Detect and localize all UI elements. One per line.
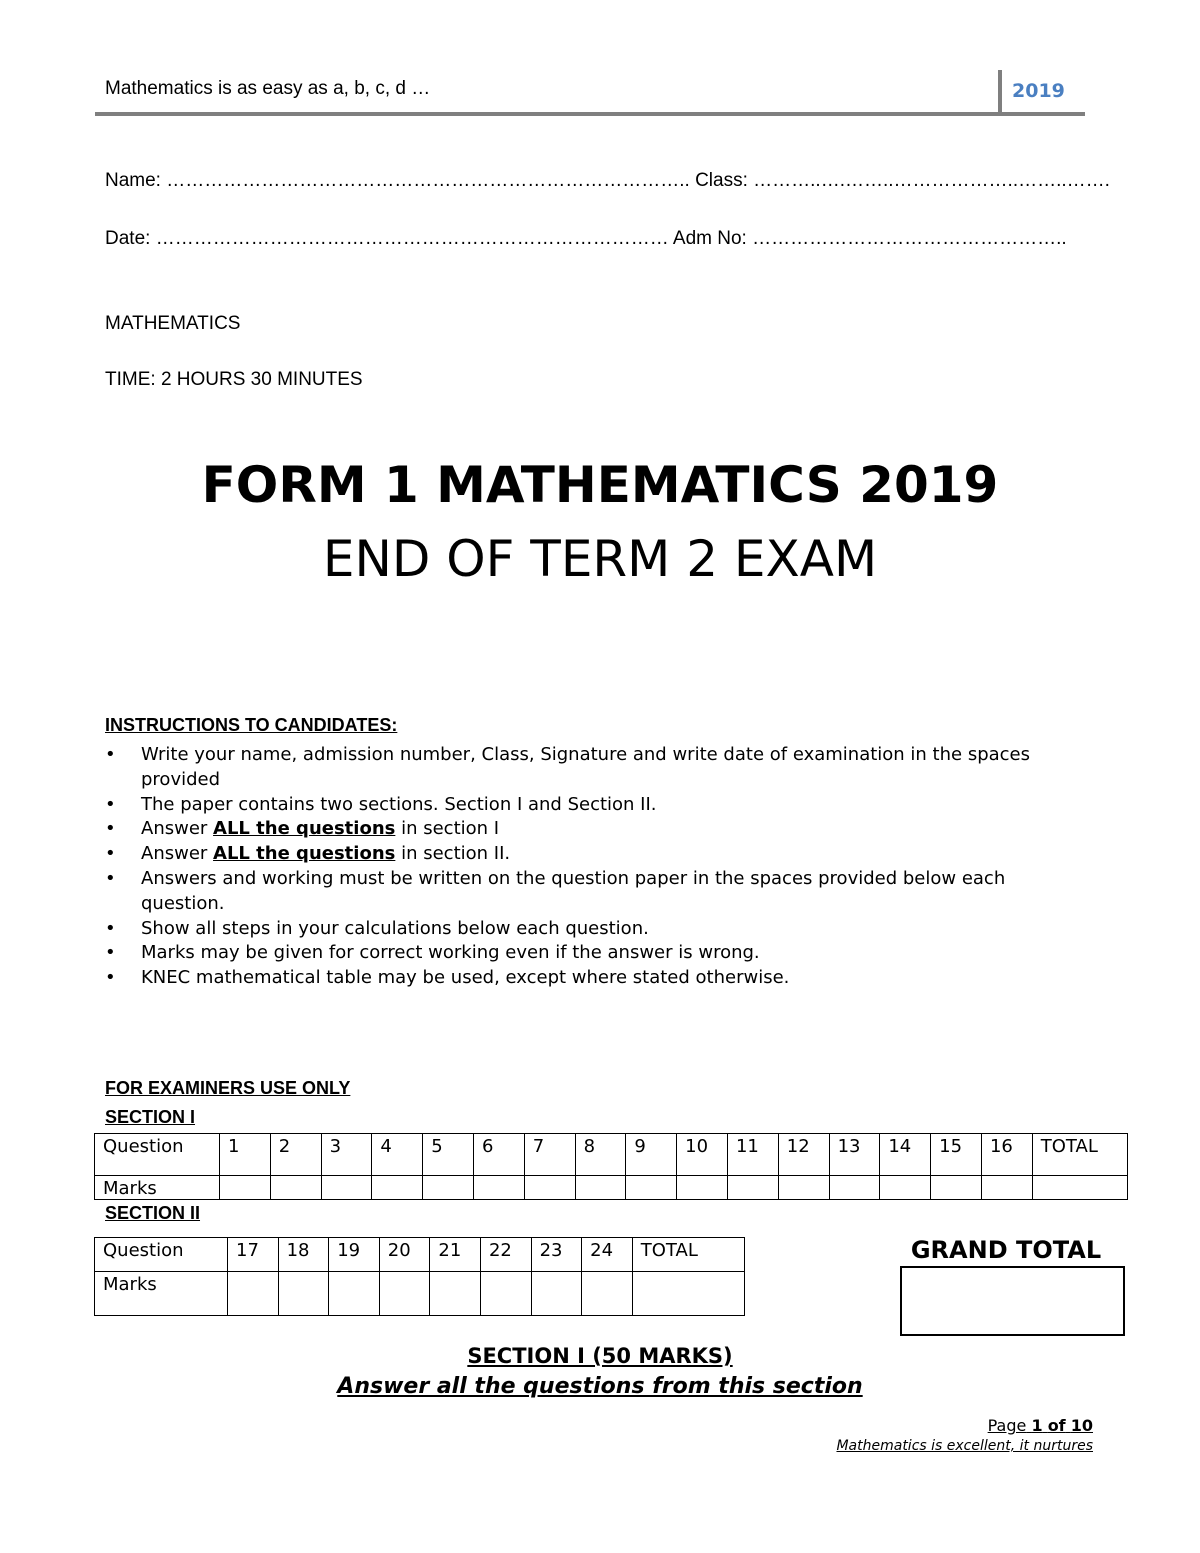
date-adm-field: Date: ……………………………………………………………………… Adm No: ………………………………………….. xyxy=(105,228,1067,249)
marks-cell[interactable] xyxy=(473,1176,524,1200)
row-header: Marks xyxy=(95,1272,228,1316)
row-header: Question xyxy=(95,1238,228,1272)
marks-cell[interactable] xyxy=(981,1176,1032,1200)
bullet-icon: • xyxy=(105,867,116,889)
exam-title: FORM 1 MATHEMATICS 2019 xyxy=(201,456,999,514)
question-number: 2 xyxy=(270,1134,321,1176)
marks-cell[interactable] xyxy=(270,1176,321,1200)
table-row xyxy=(95,1176,1128,1200)
name-class-field: Name: ……………………………………………………………………….. Class: ………..….……..………………..……..……. xyxy=(105,170,1110,191)
footer-note: Mathematics is excellent, it nurtures xyxy=(836,1438,1093,1454)
subject-label: MATHEMATICS xyxy=(105,313,241,334)
marks-cell[interactable] xyxy=(575,1176,626,1200)
bullet-icon: • xyxy=(105,843,116,865)
instructions-heading: INSTRUCTIONS TO CANDIDATES: xyxy=(105,715,398,735)
question-number: 17 xyxy=(228,1238,279,1272)
instruction-item: • KNEC mathematical table may be used, except where stated otherwise. xyxy=(105,966,1085,991)
marks-cell[interactable] xyxy=(278,1272,329,1316)
instruction-item: • Answer ALL the questions in section I xyxy=(105,817,1085,842)
row-header: Question xyxy=(95,1134,220,1176)
section-subtitle: Answer all the questions from this section xyxy=(337,1374,863,1399)
total-cell[interactable] xyxy=(632,1272,744,1316)
exam-subtitle: END OF TERM 2 EXAM xyxy=(322,530,878,588)
total-header: TOTAL xyxy=(632,1238,744,1272)
header-rule xyxy=(95,112,1085,116)
marks-cell[interactable] xyxy=(531,1272,582,1316)
grand-total-box[interactable] xyxy=(900,1266,1125,1336)
marks-cell[interactable] xyxy=(372,1176,423,1200)
examiners-heading: FOR EXAMINERS USE ONLY xyxy=(105,1078,351,1098)
table-row xyxy=(95,1134,1128,1176)
question-number: 8 xyxy=(575,1134,626,1176)
question-number: 7 xyxy=(524,1134,575,1176)
bullet-icon: • xyxy=(105,942,116,964)
header-tagline: Mathematics is as easy as a, b, c, d … xyxy=(105,78,431,99)
question-number: 21 xyxy=(430,1238,481,1272)
section2-marks-table xyxy=(94,1237,745,1316)
marks-cell[interactable] xyxy=(931,1176,982,1200)
question-number: 23 xyxy=(531,1238,582,1272)
question-number: 5 xyxy=(423,1134,474,1176)
bullet-icon: • xyxy=(105,744,116,765)
marks-cell[interactable] xyxy=(677,1176,728,1200)
header-divider-vertical xyxy=(998,70,1002,114)
marks-cell[interactable] xyxy=(829,1176,880,1200)
marks-cell[interactable] xyxy=(480,1272,531,1316)
marks-cell[interactable] xyxy=(228,1272,279,1316)
instruction-item: • Answers and working must be written on the question paper in the spaces provided below each question. xyxy=(105,867,1006,914)
table-row xyxy=(95,1238,745,1272)
instructions-list xyxy=(105,743,1085,991)
question-number: 16 xyxy=(981,1134,1032,1176)
marks-cell[interactable] xyxy=(880,1176,931,1200)
grand-total-label: GRAND TOTAL xyxy=(910,1236,1102,1264)
question-number: 6 xyxy=(473,1134,524,1176)
marks-cell[interactable] xyxy=(778,1176,829,1200)
emphasis-all-questions: ALL the questions xyxy=(213,818,396,840)
marks-cell[interactable] xyxy=(321,1176,372,1200)
instruction-item: • Marks may be given for correct working even if the answer is wrong. xyxy=(105,941,1085,966)
bullet-icon: • xyxy=(105,917,116,939)
question-number: 4 xyxy=(372,1134,423,1176)
question-number: 22 xyxy=(480,1238,531,1272)
bullet-icon: • xyxy=(105,793,116,815)
section-title: SECTION I (50 MARKS) xyxy=(467,1344,733,1368)
table-row xyxy=(95,1272,745,1316)
page-number: Page 1 of 10 xyxy=(987,1416,1093,1435)
question-number: 1 xyxy=(220,1134,271,1176)
instruction-item: • The paper contains two sections. Section I and Section II. xyxy=(105,793,1085,818)
marks-cell[interactable] xyxy=(524,1176,575,1200)
question-number: 20 xyxy=(379,1238,430,1272)
question-number: 18 xyxy=(278,1238,329,1272)
bullet-icon: • xyxy=(105,967,116,989)
header-year: 2019 xyxy=(1012,80,1065,102)
question-number: 11 xyxy=(727,1134,778,1176)
marks-cell[interactable] xyxy=(430,1272,481,1316)
question-number: 10 xyxy=(677,1134,728,1176)
instruction-item: • Show all steps in your calculations below each question. xyxy=(105,917,1085,942)
instruction-item: • Answer ALL the questions in section II. xyxy=(105,842,1085,867)
question-number: 12 xyxy=(778,1134,829,1176)
instruction-item: • Write your name, admission number, Class, Signature and write date of examination in the spaces provided xyxy=(105,744,1031,790)
emphasis-all-questions: ALL the questions xyxy=(213,843,396,865)
marks-cell[interactable] xyxy=(329,1272,380,1316)
time-label: TIME: 2 HOURS 30 MINUTES xyxy=(105,369,363,390)
marks-cell[interactable] xyxy=(379,1272,430,1316)
row-header: Marks xyxy=(95,1176,220,1200)
marks-cell[interactable] xyxy=(582,1272,633,1316)
question-number: 9 xyxy=(626,1134,677,1176)
bullet-icon: • xyxy=(105,818,116,840)
question-number: 15 xyxy=(931,1134,982,1176)
marks-cell[interactable] xyxy=(727,1176,778,1200)
question-number: 13 xyxy=(829,1134,880,1176)
section2-label: SECTION II xyxy=(105,1203,201,1223)
section1-label: SECTION I xyxy=(105,1107,196,1127)
section1-marks-table xyxy=(94,1133,1128,1200)
question-number: 3 xyxy=(321,1134,372,1176)
question-number: 19 xyxy=(329,1238,380,1272)
total-cell[interactable] xyxy=(1032,1176,1127,1200)
marks-cell[interactable] xyxy=(220,1176,271,1200)
total-header: TOTAL xyxy=(1032,1134,1127,1176)
question-number: 14 xyxy=(880,1134,931,1176)
marks-cell[interactable] xyxy=(423,1176,474,1200)
question-number: 24 xyxy=(582,1238,633,1272)
marks-cell[interactable] xyxy=(626,1176,677,1200)
